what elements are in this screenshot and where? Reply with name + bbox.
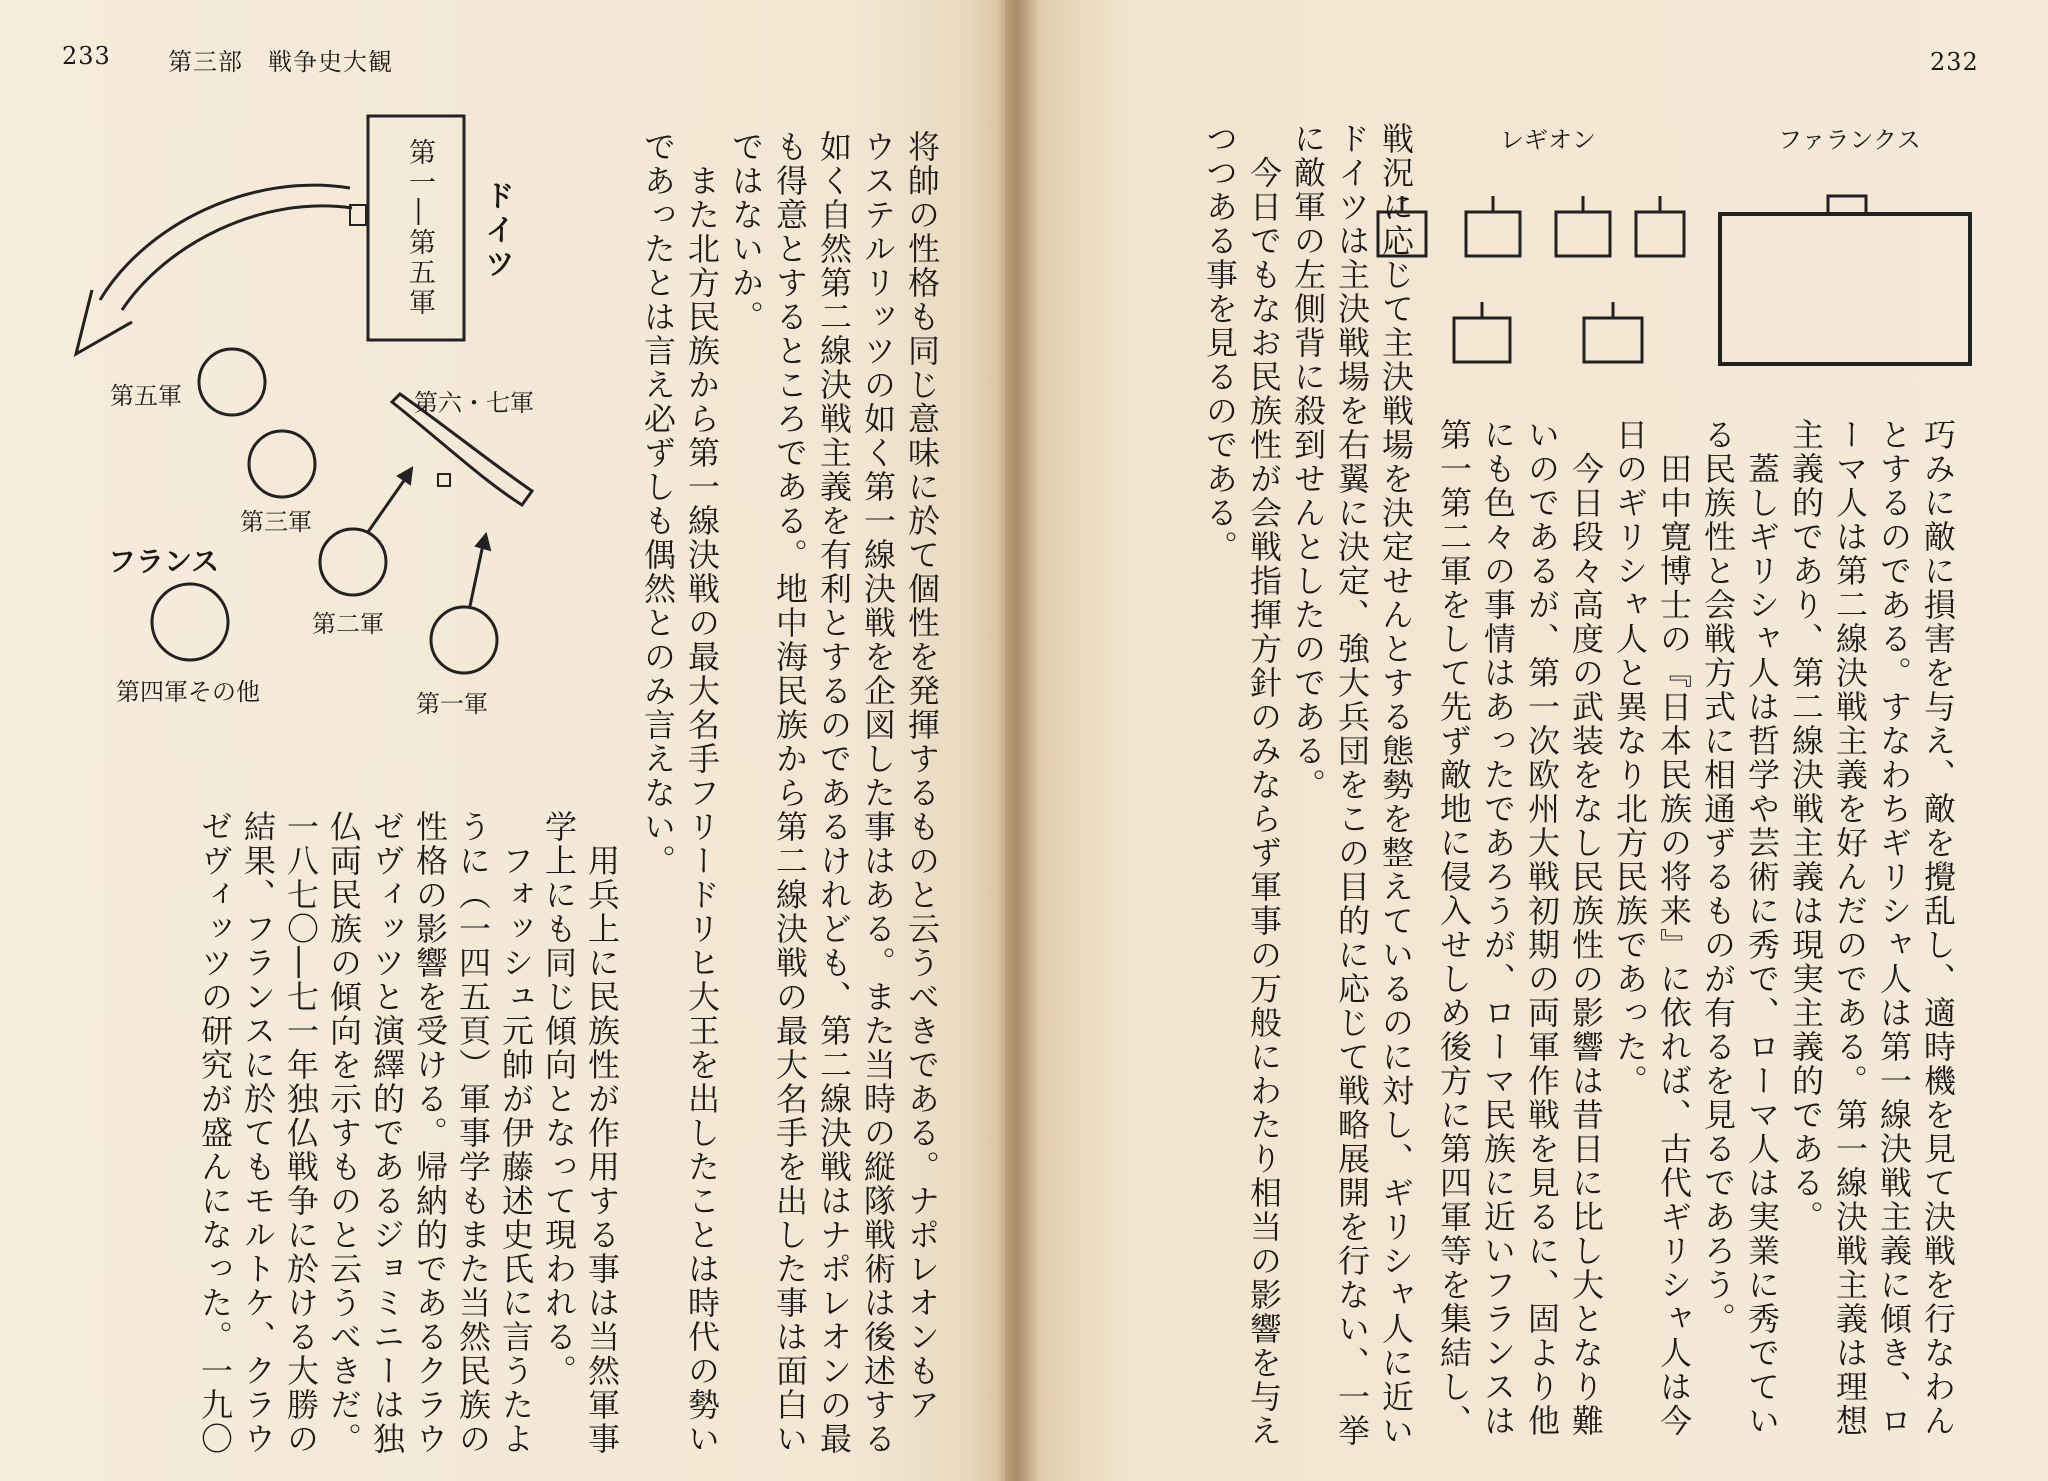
right-column-6: る民族性と会戦方式に相通ずるものが有るを見るであろう。 [1699, 418, 1737, 1336]
label-fourth-army: 第四軍その他 [116, 678, 260, 706]
left-upper-column-3: 如く自然第二線決戦主義を有利とするのであるけれども、第二線決戦はナポレオンの最 [815, 130, 853, 1456]
left-lower-column-6: ゼヴィッツと演繹的であるジョミニーは独 [368, 810, 406, 1456]
right-column-8: 日のギリシャ人と異なり北方民族であった。 [1611, 418, 1649, 1098]
right-column-4: 主義的であり、第二線決戦主義は現実主義的である。 [1787, 418, 1825, 1234]
label-second-army: 第二軍 [312, 610, 384, 638]
right-column-11: にも色々の事情はあったであろうが、ローマ民族に近いフランスは [1479, 418, 1517, 1438]
right-column-12: 第一第二軍をして先ず敵地に侵入せしめ後方に第四軍等を集結し、 [1435, 418, 1473, 1438]
legion-unit-4 [1636, 212, 1684, 256]
right-column-17: つつある事を見るのである。 [1201, 122, 1239, 564]
label-fifth-army: 第五軍 [110, 382, 182, 410]
germany-label: ドイツ [479, 180, 514, 282]
phalanx-tab [1828, 196, 1866, 214]
right-column-10: いのであるが、第一次欧州大戦初期の両軍作戦を見るに、固より他 [1523, 418, 1561, 1438]
left-upper-column-6: また北方民族から第一線決戦の最大名手フリードリヒ大王を出したことは時代の勢い [683, 130, 721, 1456]
right-column-5: 蓋しギリシャ人は哲学や芸術に秀で、ローマ人は実業に秀でてい [1743, 418, 1781, 1438]
page-number-right: 232 [1930, 48, 1979, 76]
left-lower-column-2: 学上にも同じ傾向となって現われる。 [540, 810, 578, 1388]
legion-unit-6 [1584, 318, 1642, 362]
left-upper-column-2: ウステルリッツの如く第一線決戦を企図した事はある。また当時の縦隊戦術は後述する [859, 130, 897, 1456]
left-lower-column-10: ゼヴィッツの研究が盛んになった。一九〇 [196, 810, 234, 1456]
label-third-army: 第三軍 [240, 508, 312, 536]
left-lower-column-4: うに（一四五頁）軍事学もまた当然民族の [454, 810, 492, 1456]
right-column-16: 今日でもなお民族性が会戦指揮方針のみならず軍事の万般にわたり相当の影響を与え [1245, 122, 1283, 1448]
right-column-1: 巧みに敵に損害を与え、敵を攪乱し、適時機を見て決戦を行なわん [1919, 418, 1957, 1438]
germany-box-label: 第一―第五軍 [404, 138, 435, 318]
page-number-left: 233 [62, 42, 111, 70]
right-column-15: に敵軍の左側背に殺到せんとしたのである。 [1289, 122, 1327, 802]
legion-unit-2 [1466, 212, 1520, 256]
phalanx-label: ファランクス [1778, 126, 1921, 154]
left-lower-column-5: 性格の影響を受ける。帰納的であるクラウ [411, 810, 449, 1456]
legion-label: レギオン [1500, 126, 1596, 154]
right-column-14: ドイツは主決戦場を右翼に決定、強大兵団をこの目的に応じて戦略展開を行ない、一挙 [1333, 122, 1371, 1448]
right-column-2: とするのである。すなわちギリシャ人は第一線決戦主義に傾き、ロ [1875, 418, 1913, 1438]
left-lower-column-1: 用兵上に民族性が作用する事は当然軍事 [583, 810, 621, 1456]
legion-unit-5 [1454, 318, 1510, 362]
right-column-9: 今日段々高度の武装をなし民族性の影響は昔日に比し大となり難 [1567, 418, 1605, 1438]
left-upper-column-7: であったとは言え必ずしも偶然とのみ言えない。 [639, 130, 677, 878]
france-label: フランス [108, 545, 220, 578]
left-upper-column-1: 将帥の性格も同じ意味に於て個性を発揮するものと云うべきである。ナポレオンもア [903, 130, 941, 1422]
left-lower-column-3: フォッシュ元帥が伊藤述史氏に言うたよ [497, 810, 535, 1456]
left-upper-column-5: ではないか。 [727, 130, 765, 334]
right-column-7: 田中寛博士の『日本民族の将来』に依れば、古代ギリシャ人は今 [1655, 418, 1693, 1438]
right-column-3: ーマ人は第二線決戦主義を好んだのである。第一線決戦主義は理想 [1831, 418, 1869, 1438]
left-lower-column-8: 一八七〇―七一年独仏戦争に於ける大勝の [282, 810, 320, 1456]
running-head: 第三部 戦争史大観 [168, 48, 393, 76]
left-lower-column-9: 結果、フランスに於てもモルトケ、クラウ [239, 810, 277, 1456]
label-first-army: 第一軍 [416, 690, 488, 718]
label-sixth-seventh-army: 第六・七軍 [414, 389, 534, 417]
left-upper-column-4: も得意とするところである。地中海民族から第二線決戦の最大名手を出した事は面白い [771, 130, 809, 1456]
phalanx-block [1720, 214, 1970, 364]
left-lower-column-7: 仏両民族の傾向を示すものと云うべきだ。 [325, 810, 363, 1456]
right-column-13: 戦況に応じて主決戦場を決定せんとする態勢を整えているのに対し、ギリシャ人に近い [1377, 122, 1415, 1448]
legion-unit-3 [1556, 212, 1610, 256]
